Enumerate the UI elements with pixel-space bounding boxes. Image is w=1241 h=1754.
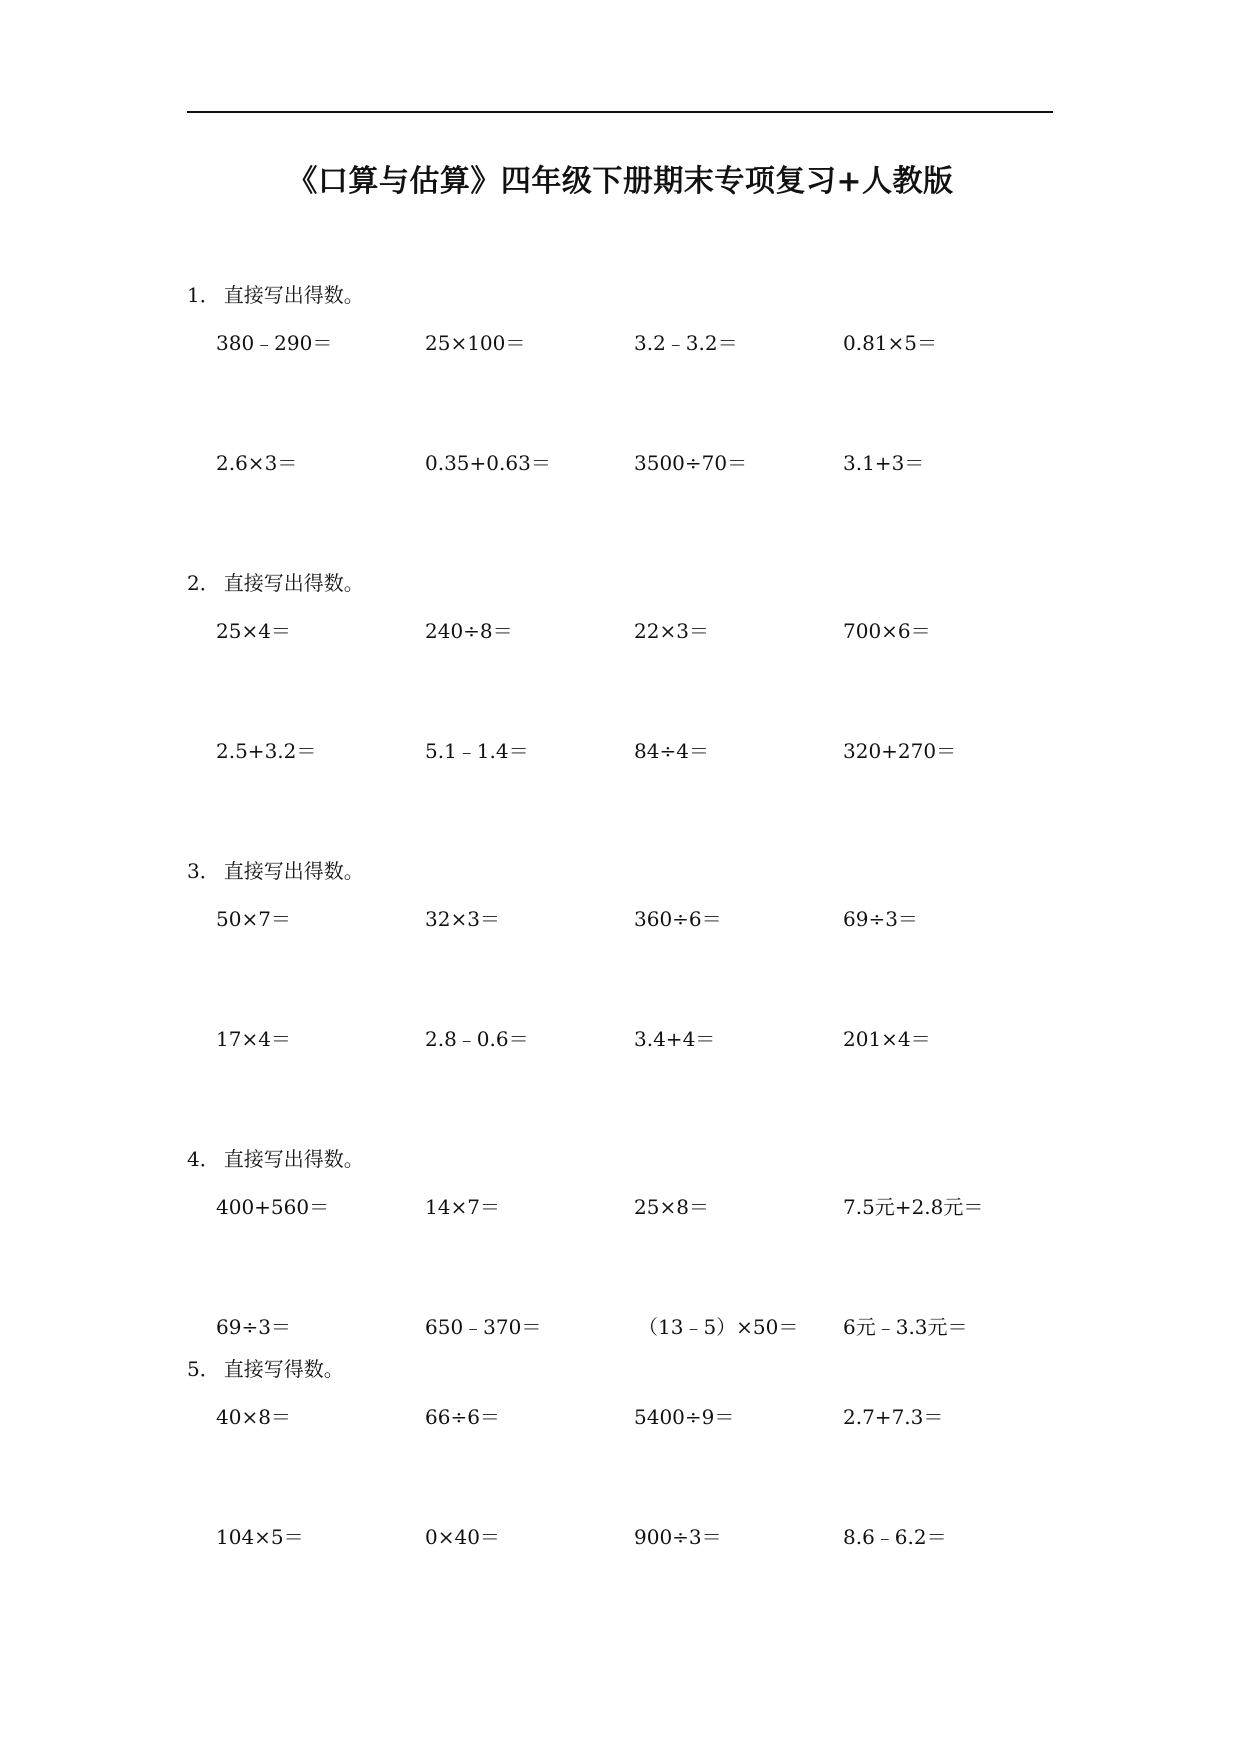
problem-row	[0, 904, 1241, 934]
document-title: 《口算与估算》四年级下册期末专项复习+人教版	[287, 164, 954, 199]
problem-row	[0, 1024, 1241, 1054]
problem: 6元﹣3.3元＝	[843, 1315, 968, 1339]
section-number: 4．	[187, 1147, 220, 1171]
problem: 2.8﹣0.6＝	[425, 1027, 529, 1051]
problem: 3.2﹣3.2＝	[634, 331, 738, 355]
problem: 25×100＝	[425, 331, 526, 355]
section-heading	[187, 568, 364, 598]
problem: 14×7＝	[425, 1195, 500, 1219]
problem: 0×40＝	[425, 1525, 500, 1549]
problem: 900÷3＝	[634, 1525, 722, 1549]
problem: 2.5+3.2＝	[216, 739, 317, 763]
problem: 22×3＝	[634, 619, 709, 643]
problem-row	[0, 1312, 1241, 1342]
section-number: 2．	[187, 571, 220, 595]
problem: 201×4＝	[843, 1027, 931, 1051]
problem: 400+560＝	[216, 1195, 330, 1219]
problem-row	[0, 736, 1241, 766]
problem: 69÷3＝	[216, 1315, 291, 1339]
problem: 25×4＝	[216, 619, 291, 643]
section-instruction: 直接写得数。	[223, 1357, 344, 1381]
problem-row	[0, 328, 1241, 358]
problem: 66÷6＝	[425, 1405, 500, 1429]
problem: 2.6×3＝	[216, 451, 298, 475]
problem: 7.5元+2.8元＝	[843, 1195, 984, 1219]
problem: 40×8＝	[216, 1405, 291, 1429]
problem: 0.35+0.63＝	[425, 451, 551, 475]
section-heading	[187, 280, 364, 310]
section-number: 5．	[187, 1357, 220, 1381]
problem: 17×4＝	[216, 1027, 291, 1051]
section-number: 3．	[187, 859, 220, 883]
problem: （13﹣5）×50＝	[638, 1315, 799, 1339]
problem: 84÷4＝	[634, 739, 709, 763]
problem: 25×8＝	[634, 1195, 709, 1219]
section-instruction: 直接写出得数。	[223, 571, 364, 595]
section-instruction: 直接写出得数。	[223, 283, 364, 307]
problem: 2.7+7.3＝	[843, 1405, 944, 1429]
problem: 0.81×5＝	[843, 331, 938, 355]
header-rule	[187, 111, 1053, 113]
problem: 69÷3＝	[843, 907, 918, 931]
problem: 650﹣370＝	[425, 1315, 542, 1339]
problem: 50×7＝	[216, 907, 291, 931]
problem-row	[0, 1402, 1241, 1432]
problem: 320+270＝	[843, 739, 957, 763]
problem: 380﹣290＝	[216, 331, 333, 355]
problem: 240÷8＝	[425, 619, 513, 643]
problem: 360÷6＝	[634, 907, 722, 931]
problem-row	[0, 448, 1241, 478]
problem: 3500÷70＝	[634, 451, 748, 475]
section-instruction: 直接写出得数。	[223, 1147, 364, 1171]
section-instruction: 直接写出得数。	[223, 859, 364, 883]
problem: 104×5＝	[216, 1525, 304, 1549]
problem-row	[0, 1522, 1241, 1552]
section-heading	[187, 1144, 364, 1174]
problem-row	[0, 616, 1241, 646]
problem: 3.1+3＝	[843, 451, 925, 475]
problem: 3.4+4＝	[634, 1027, 716, 1051]
problem: 32×3＝	[425, 907, 500, 931]
section-number: 1．	[187, 283, 220, 307]
problem-row	[0, 1192, 1241, 1222]
problem: 5.1﹣1.4＝	[425, 739, 529, 763]
problem: 700×6＝	[843, 619, 931, 643]
problem: 5400÷9＝	[634, 1405, 735, 1429]
problem: 8.6﹣6.2＝	[843, 1525, 947, 1549]
section-heading	[187, 856, 364, 886]
section-heading	[187, 1354, 344, 1384]
